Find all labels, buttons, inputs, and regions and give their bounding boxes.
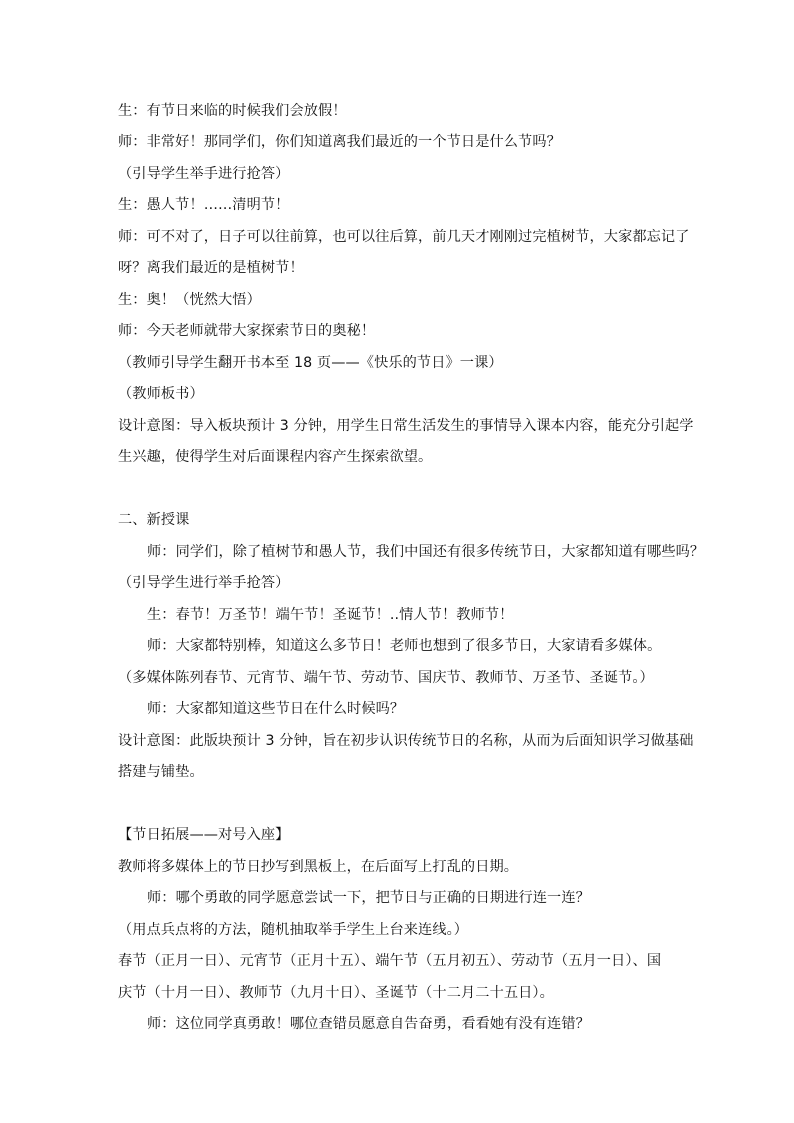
text-line: 师：这位同学真勇敢！哪位查错员愿意自告奋勇，看看她有没有连错？	[147, 1016, 590, 1032]
text-line: 生：有节日来临的时候我们会放假！	[118, 103, 347, 119]
design-intent-line: 生兴趣，使得学生对后面课程内容产生探索欲望。	[118, 449, 433, 465]
section-heading: 二、新授课	[118, 512, 190, 528]
text-line: 师：可不对了，日子可以往前算，也可以往后算，前几天才刚刚过完植树节，大家都忘记了	[118, 229, 690, 245]
text-line: 生：愚人节！……清明节！	[118, 197, 290, 213]
text-line: 春节（正月一日）、元宵节（正月十五）、端午节（五月初五）、劳动节（五月一日）、国	[118, 953, 662, 969]
text-line: 呀？离我们最近的是植树节！	[118, 260, 304, 276]
text-line: 生：奥！（恍然大悟）	[118, 292, 261, 308]
text-line: 师：非常好！那同学们，你们知道离我们最近的一个节日是什么节吗？	[118, 134, 561, 150]
design-intent-line: 设计意图：此版块预计 3 分钟，旨在初步认识传统节日的名称，从而为后面知识学习做基础	[118, 733, 694, 749]
text-line: （教师板书）	[118, 386, 204, 402]
section-heading: 【节日拓展——对号入座】	[118, 827, 290, 843]
design-intent-line: 设计意图：导入板块预计 3 分钟，用学生日常生活发生的事情导入课本内容，能充分引起学	[118, 418, 694, 434]
design-intent-line: 搭建与铺垫。	[118, 764, 204, 780]
text-line: 师：大家都知道这些节日在什么时候吗？	[147, 701, 405, 717]
text-line: 师：大家都特别棒，知道这么多节日！老师也想到了很多节日，大家请看多媒体。	[147, 638, 662, 654]
text-line: 师：同学们，除了植树节和愚人节，我们中国还有很多传统节日，大家都知道有哪些吗？	[147, 544, 705, 560]
text-line: 庆节（十月一日）、教师节（九月十日）、圣诞节（十二月二十五日）。	[118, 985, 554, 1001]
text-line: 生：春节！万圣节！端午节！圣诞节！..情人节！教师节！	[147, 607, 514, 623]
text-line: 教师将多媒体上的节日抄写到黑板上，在后面写上打乱的日期。	[118, 859, 519, 875]
text-line: （引导学生举手进行抢答）	[118, 166, 290, 182]
text-line: 师：哪个勇敢的同学愿意尝试一下，把节日与正确的日期进行连一连？	[147, 890, 590, 906]
text-line: 师：今天老师就带大家探索节日的奥秘！	[118, 323, 376, 339]
text-line: （引导学生进行举手抢答）	[118, 575, 290, 591]
text-line: （用点兵点将的方法，随机抽取举手学生上台来连线。）	[118, 922, 469, 938]
text-line: （教师引导学生翻开书本至 18 页——《快乐的节日》一课）	[118, 355, 503, 371]
text-line: （多媒体陈列春节、元宵节、端午节、劳动节、国庆节、教师节、万圣节、圣诞节。）	[118, 670, 654, 686]
